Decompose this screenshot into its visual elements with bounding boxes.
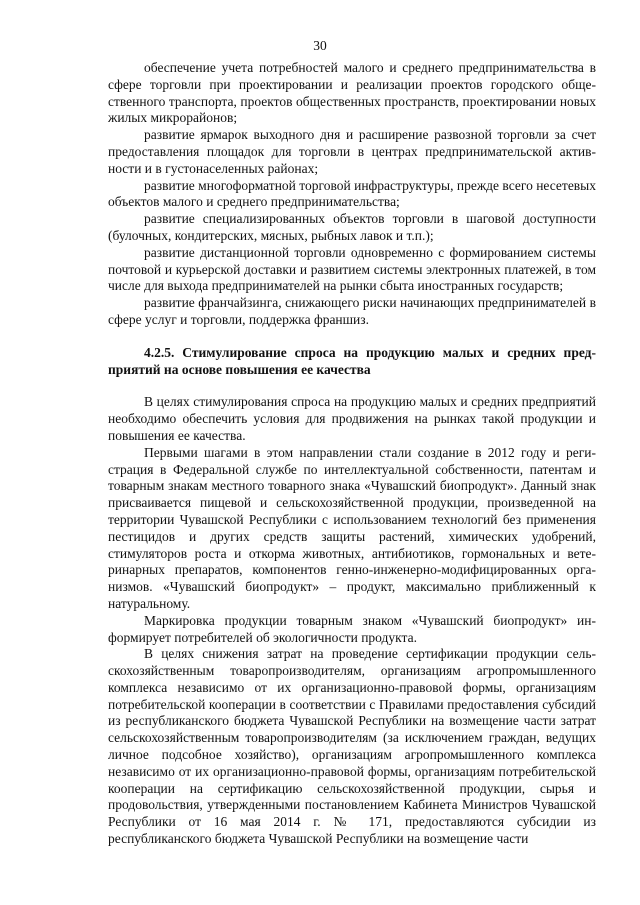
paragraph: обеспечение учета потребностей малого и среднего предпринимательства в сфере торговли при проектировании и реализации проектов городского общественного транспорта, проектов общественных пространств, проектировании новых жилых микрорайонов; xyxy=(108,60,596,126)
document-body xyxy=(108,60,596,848)
paragraph: Первыми шагами в этом направлении стали создание в 2012 году и регистрация в Федеральной службе по интеллектуальной собственности, патентам и товарным знакам местного товарного знака «Чувашский биопродукт». Данный знак присваивается пищевой и сельскохозяйственной продукции, произведенной на территории Чувашской Республики с использованием технологий без применения пестицидов и других средств защиты растений, химических удобрений, стимуляторов роста и откорма животных, антибиотиков, гормональных и ветеринарных препаратов, компонентов генно-инженерно-модифицированных организмов. «Чувашский биопродукт» – продукт, максимально приближенный к натуральному. xyxy=(108,444,596,611)
paragraph: развитие многоформатной торговой инфраструктуры, прежде всего несетевых объектов малого и среднего предпринимательства; xyxy=(108,177,596,210)
section-heading: 4.2.5. Стимулирование спроса на продукцию малых и средних предприятий на основе повышения ее качества xyxy=(108,344,596,377)
paragraph: В целях стимулирования спроса на продукцию малых и средних предприятий необходимо обеспечить условия для продвижения на рынках такой продукции и повышения ее качества. xyxy=(108,394,596,443)
paragraph: развитие ярмарок выходного дня и расширение развозной торговли за счет предоставления площадок для торговли в центрах предпринимательской активности и в густонаселенных районах; xyxy=(108,127,596,176)
paragraph: Маркировка продукции товарным знаком «Чувашский биопродукт» информирует потребителей об экологичности продукта. xyxy=(108,612,596,645)
paragraph: развитие специализированных объектов торговли в шаговой доступности (булочных, кондитерских, мясных, рыбных лавок и т.п.); xyxy=(108,211,596,243)
page-number: 30 xyxy=(313,38,327,53)
paragraph: В целях снижения затрат на проведение сертификации продукции сельскохозяйственным товаропроизводителям, организациям агропромышленного комплекса независимо от их организационно-правовой формы, организациям потребительской кооперации в соответствии с Правилами предоставления субсидий из республиканского бюджета Чувашской Республики на возмещение части затрат сельскохозяйственным товаропроизводителям (за исключением граждан, ведущих личное подсобное хозяйство), организациям агропромышленного комплекса независимо от их организационно-правовой формы, организациям потребительской кооперации на сертификацию сельскохозяйственной продукции, сырья и продовольствия, утвержденными постановлением Кабинета Министров Чувашской Республики от 16 мая 2014 г. № 171, предоставляются субсидии из республиканского бюджета Чувашской Республики на возмещение части xyxy=(108,646,596,847)
paragraph: развитие франчайзинга, снижающего риски начинающих предпринимателей в сфере услуг и торговли, поддержка франшиз. xyxy=(108,295,596,327)
paragraph: развитие дистанционной торговли одновременно с формированием системы почтовой и курьерской доставки и развитием системы электронных платежей, в том числе для выхода предпринимателей на рынки сбыта иностранных государств; xyxy=(108,244,596,294)
